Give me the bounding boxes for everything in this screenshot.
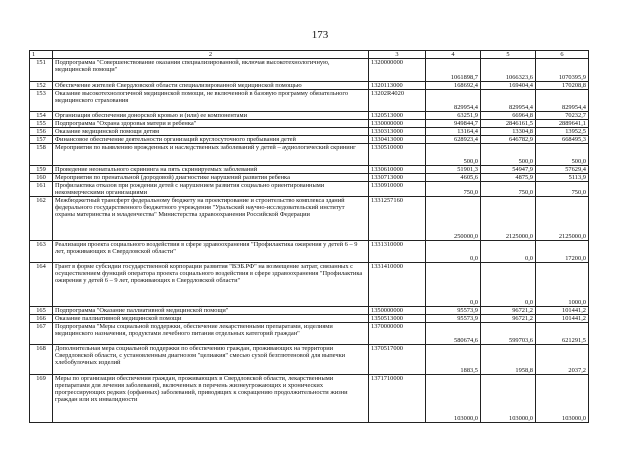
- table-row: [30, 315, 589, 323]
- row-number: 158: [30, 144, 53, 166]
- row-number: 156: [30, 128, 53, 136]
- row-value-col4: 168692,4: [426, 82, 481, 90]
- row-code: 1320113000: [369, 82, 426, 90]
- table-row: [30, 90, 589, 112]
- row-code: 1320513000: [369, 112, 426, 120]
- row-value-col5: 13304,8: [481, 128, 536, 136]
- header-col-1: 1: [30, 51, 53, 59]
- row-value-col6: 750,0: [536, 182, 589, 197]
- row-number: 160: [30, 174, 53, 182]
- row-description: Обеспечение жителей Свердловской области специализированной медицинской помощью: [53, 82, 369, 90]
- row-value-col6: 101441,2: [536, 315, 589, 323]
- row-value-col4: 1883,5: [426, 345, 481, 375]
- row-value-col6: 668495,3: [536, 136, 589, 144]
- row-value-col4: 949844,7: [426, 120, 481, 128]
- row-value-col5: 0,0: [481, 263, 536, 307]
- row-description: Организация обеспечения донорской кровью и (или) ее компонентами: [53, 112, 369, 120]
- row-value-col5: 1066323,6: [481, 59, 536, 82]
- row-description: Финансовое обеспечение деятельности организаций круглосуточного пребывания детей: [53, 136, 369, 144]
- row-value-col4: 500,0: [426, 144, 481, 166]
- header-col-2: 2: [53, 51, 369, 59]
- table-row: [30, 82, 589, 90]
- row-number: 167: [30, 323, 53, 345]
- row-code: 1320000000: [369, 59, 426, 82]
- table-row: [30, 182, 589, 197]
- row-number: 162: [30, 197, 53, 241]
- row-value-col6: 70232,7: [536, 112, 589, 120]
- row-number: 166: [30, 315, 53, 323]
- row-code: 1330610000: [369, 166, 426, 174]
- row-value-col6: 500,0: [536, 144, 589, 166]
- row-value-col6: 13952,5: [536, 128, 589, 136]
- row-value-col4: 1061898,7: [426, 59, 481, 82]
- header-col-6: 6: [536, 51, 589, 59]
- row-value-col4: 0,0: [426, 241, 481, 263]
- row-code: 1330000000: [369, 120, 426, 128]
- row-value-col5: 500,0: [481, 144, 536, 166]
- row-value-col4: 63251,9: [426, 112, 481, 120]
- row-value-col5: 829954,4: [481, 90, 536, 112]
- page-number: 173: [311, 29, 329, 41]
- row-value-col5: 96721,2: [481, 315, 536, 323]
- row-number: 152: [30, 82, 53, 90]
- table-row: [30, 345, 589, 375]
- table-row: [30, 112, 589, 120]
- budget-table: [29, 50, 589, 423]
- row-number: 154: [30, 112, 53, 120]
- table-row: [30, 166, 589, 174]
- row-value-col4: 95573,9: [426, 315, 481, 323]
- row-number: 157: [30, 136, 53, 144]
- row-value-col5: 169404,4: [481, 82, 536, 90]
- row-description: Подпрограмма "Охрана здоровья матери и ребенка": [53, 120, 369, 128]
- row-code: 1330910000: [369, 182, 426, 197]
- row-value-col5: 1958,8: [481, 345, 536, 375]
- table-row: [30, 323, 589, 345]
- row-code: 1331257160: [369, 197, 426, 241]
- row-value-col4: 95573,9: [426, 307, 481, 315]
- table-row: [30, 263, 589, 307]
- row-value-col4: 628923,4: [426, 136, 481, 144]
- row-value-col6: 5113,9: [536, 174, 589, 182]
- row-value-col5: 96721,2: [481, 307, 536, 315]
- row-value-col5: 599703,6: [481, 323, 536, 345]
- row-description: Подпрограмма "Совершенствование оказания специализированной, включая высокотехнологичную, медицинской помощи": [53, 59, 369, 82]
- row-description: Меры по организации обеспечения граждан, проживающих в Свердловской области, лекарственными препаратами для лечения заболеваний, включенных в перечень жизнеугрожающих и хронических прогрессирующих редких (орфанных) заболеваний, приводящих к сокращению продолжительности жизни граждан или их инвалидности: [53, 375, 369, 423]
- table-row: [30, 136, 589, 144]
- row-code: 1370000000: [369, 323, 426, 345]
- row-number: 165: [30, 307, 53, 315]
- row-value-col4: 829954,4: [426, 90, 481, 112]
- row-value-col5: 750,0: [481, 182, 536, 197]
- row-description: Оказание медицинской помощи детям: [53, 128, 369, 136]
- row-value-col6: 103000,0: [536, 375, 589, 423]
- row-value-col6: 17200,0: [536, 241, 589, 263]
- row-value-col6: 829954,4: [536, 90, 589, 112]
- row-value-col4: 0,0: [426, 263, 481, 307]
- row-value-col6: 2889641,1: [536, 120, 589, 128]
- table-row: [30, 174, 589, 182]
- row-number: 163: [30, 241, 53, 263]
- row-number: 153: [30, 90, 53, 112]
- row-description: Дополнительная мера социальной поддержки по обеспечению граждан, проживающих на территории Свердловской области, с установленным диагнозом "целиакия" смесью сухой безглютеновой для выпечки хлебобулочных изделий: [53, 345, 369, 375]
- row-value-col6: 1000,0: [536, 263, 589, 307]
- row-description: Мероприятия по пренатальной (дородовой) диагностике нарушений развития ребенка: [53, 174, 369, 182]
- header-col-3: 3: [369, 51, 426, 59]
- row-description: Проведение неонатального скрининга на пять скринируемых заболеваний: [53, 166, 369, 174]
- row-number: 169: [30, 375, 53, 423]
- table-row: [30, 128, 589, 136]
- row-value-col4: 103000,0: [426, 375, 481, 423]
- row-description: Мероприятия по выявлению врожденных и наследственных заболеваний у детей – аудиологический скрининг: [53, 144, 369, 166]
- row-description: Межбюджетный трансферт федеральному бюджету на проектирование и строительство комплекса зданий федерального государственного бюджетного учреждения "Уральский научно-исследовательский институт охраны материнства и младенчества" Министерства здравоохранения Российской Федерации: [53, 197, 369, 241]
- table-row: [30, 197, 589, 241]
- row-number: 155: [30, 120, 53, 128]
- row-value-col4: 51901,3: [426, 166, 481, 174]
- row-code: 1350000000: [369, 307, 426, 315]
- row-description: Реализация проекта социального воздействия в сфере здравоохранения "Профилактика ожирения у детей 6 – 9 лет, проживающих в Свердловской области": [53, 241, 369, 263]
- row-number: 164: [30, 263, 53, 307]
- row-description: Оказание высокотехнологичной медицинской помощи, не включенной в базовую программу обязательного медицинского страхования: [53, 90, 369, 112]
- row-value-col6: 101441,2: [536, 307, 589, 315]
- table-row: [30, 144, 589, 166]
- row-value-col4: 250000,0: [426, 197, 481, 241]
- row-value-col4: 13164,4: [426, 128, 481, 136]
- row-value-col6: 621291,5: [536, 323, 589, 345]
- row-value-col5: 103000,0: [481, 375, 536, 423]
- row-number: 168: [30, 345, 53, 375]
- row-number: 161: [30, 182, 53, 197]
- row-code: 1330510000: [369, 144, 426, 166]
- row-code: 1331410000: [369, 263, 426, 307]
- row-code: 1331310000: [369, 241, 426, 263]
- row-code: 13202R4020: [369, 90, 426, 112]
- row-description: Грант в форме субсидии государственной корпорации развития "ВЭБ.РФ" на возмещение затрат, связанных с осуществлением функций оператора проекта социального воздействия в сфере здравоохранения "Профилактика ожирения у детей 6 – 9 лет, проживающих в Свердловской области": [53, 263, 369, 307]
- row-value-col4: 750,0: [426, 182, 481, 197]
- table-header-row: [30, 51, 589, 59]
- table-row: [30, 307, 589, 315]
- header-col-5: 5: [481, 51, 536, 59]
- row-value-col6: 57629,4: [536, 166, 589, 174]
- row-value-col6: 170208,8: [536, 82, 589, 90]
- row-code: 1371710000: [369, 375, 426, 423]
- row-code: 1330713000: [369, 174, 426, 182]
- row-description: Подпрограмма "Оказание паллиативной медицинской помощи": [53, 307, 369, 315]
- row-value-col5: 4875,9: [481, 174, 536, 182]
- header-col-4: 4: [426, 51, 481, 59]
- row-code: 1330413000: [369, 136, 426, 144]
- row-number: 159: [30, 166, 53, 174]
- row-value-col6: 1070395,9: [536, 59, 589, 82]
- row-description: Оказание паллиативной медицинской помощи: [53, 315, 369, 323]
- row-value-col5: 54947,9: [481, 166, 536, 174]
- row-value-col5: 2846161,5: [481, 120, 536, 128]
- row-value-col6: 2037,2: [536, 345, 589, 375]
- row-value-col5: 0,0: [481, 241, 536, 263]
- row-value-col5: 66964,8: [481, 112, 536, 120]
- table-row: [30, 59, 589, 82]
- row-value-col5: 2125000,0: [481, 197, 536, 241]
- row-number: 151: [30, 59, 53, 82]
- row-description: Профилактика отказов при рождении детей с нарушением развития социально ориентированными некоммерческими организациями: [53, 182, 369, 197]
- row-value-col4: 580674,6: [426, 323, 481, 345]
- table-row: [30, 120, 589, 128]
- row-description: Подпрограмма "Меры социальной поддержки, обеспечение лекарственными препаратами, изделиями медицинского назначения, продуктами лечебного питания отдельных категорий граждан": [53, 323, 369, 345]
- table-row: [30, 241, 589, 263]
- row-code: 1350513000: [369, 315, 426, 323]
- table-row: [30, 375, 589, 423]
- row-value-col6: 2125000,0: [536, 197, 589, 241]
- row-code: 1330313000: [369, 128, 426, 136]
- row-value-col4: 4605,6: [426, 174, 481, 182]
- row-code: 1370517000: [369, 345, 426, 375]
- row-value-col5: 646782,9: [481, 136, 536, 144]
